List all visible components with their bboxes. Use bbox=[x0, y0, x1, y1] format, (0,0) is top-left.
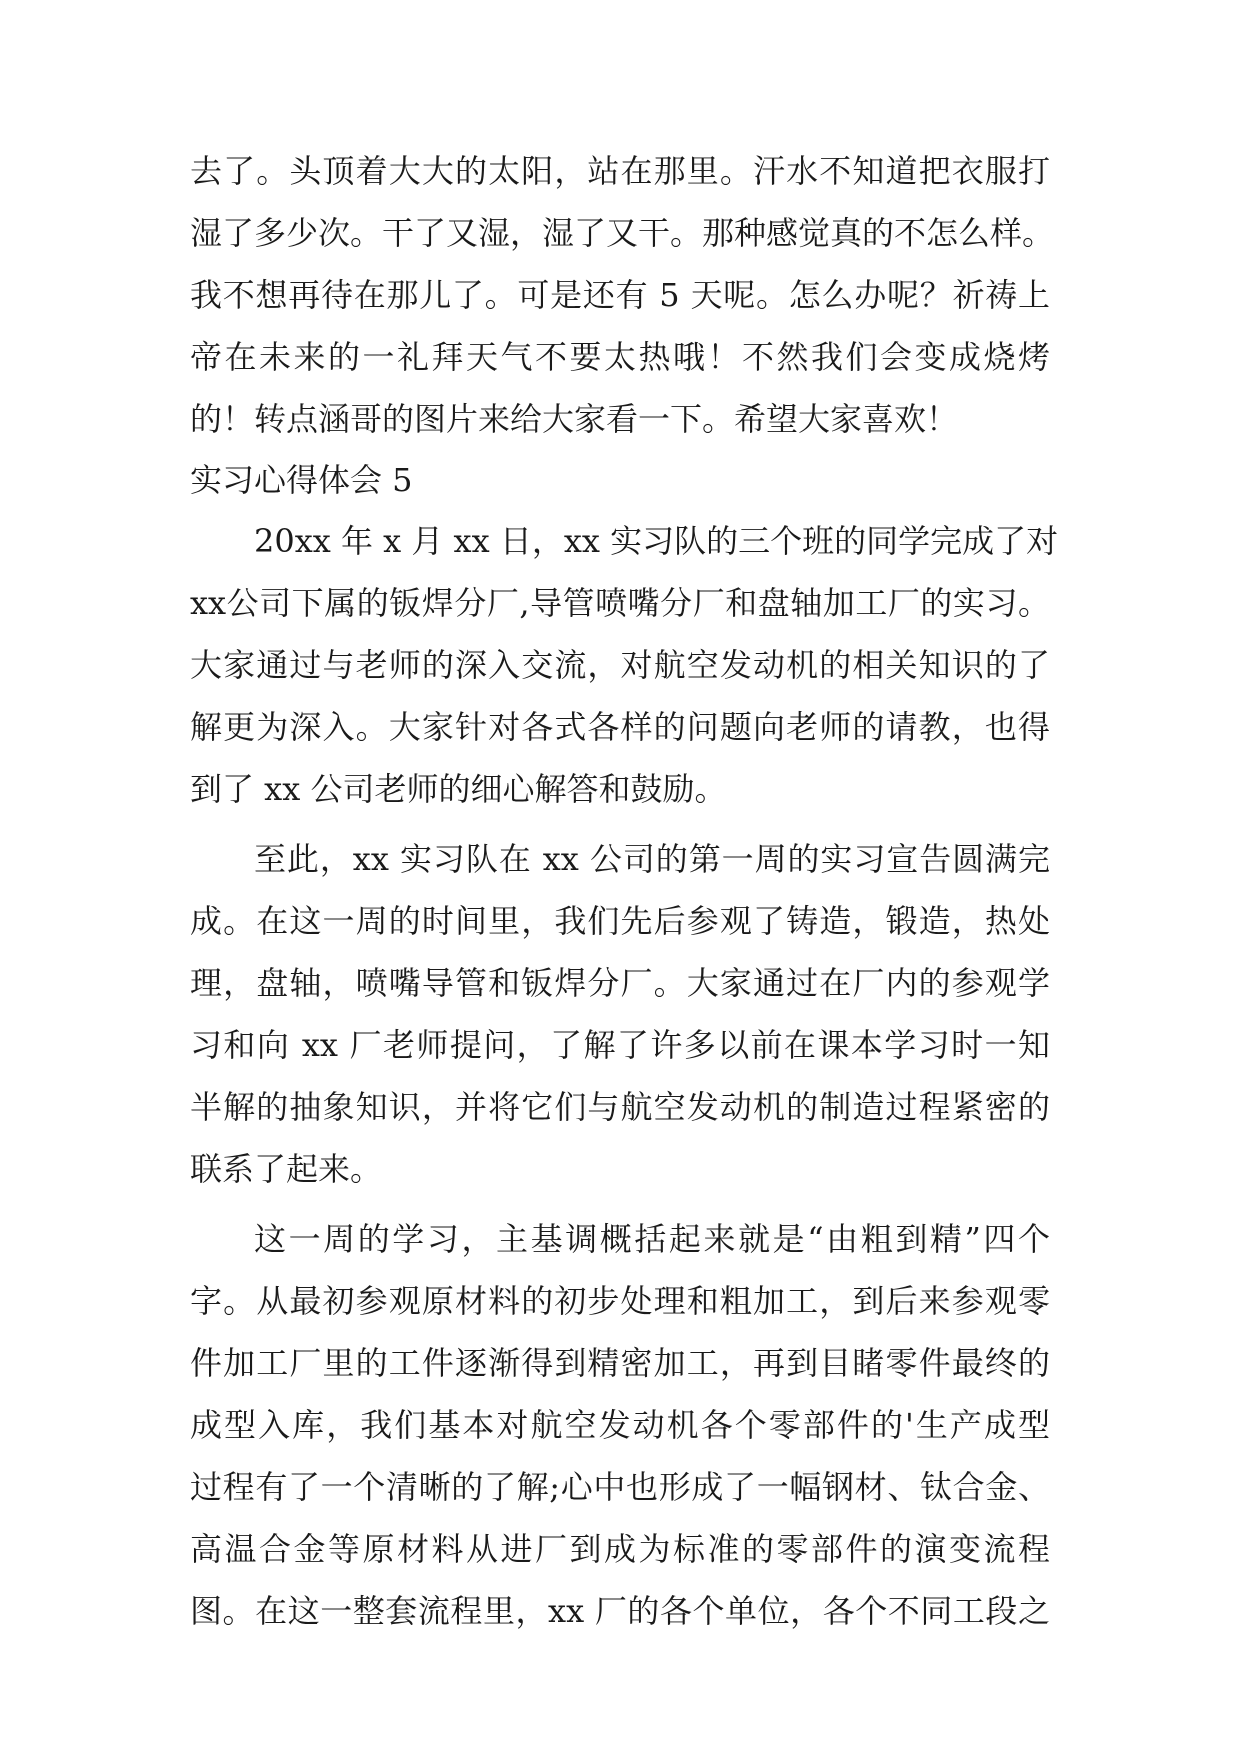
text-line: 字。从最初参观原材料的初步处理和粗加工，到后来参观零 bbox=[190, 1282, 1050, 1320]
text-line: 高温合金等原材料从进厂到成为标准的零部件的演变流程 bbox=[190, 1530, 1050, 1568]
text-line: 半解的抽象知识，并将它们与航空发动机的制造过程紧密的 bbox=[190, 1088, 1050, 1126]
text-line: 到了 xx 公司老师的细心解答和鼓励。 bbox=[190, 770, 727, 808]
document-body bbox=[190, 140, 1059, 1642]
text-line: 解更为深入。大家针对各式各样的问题向老师的请教，也得 bbox=[190, 708, 1050, 746]
section-title: 实习心得体会 5 bbox=[190, 461, 413, 499]
text-line: 件加工厂里的工件逐渐得到精密加工，再到目睹零件最终的 bbox=[190, 1344, 1050, 1382]
text-line: 的！转点涵哥的图片来给大家看一下。希望大家喜欢！ bbox=[190, 400, 959, 438]
text-line: 图。在这一整套流程里，xx 厂的各个单位，各个不同工段之 bbox=[190, 1592, 1050, 1630]
text-line: 我不想再待在那儿了。可是还有 5 天呢。怎么办呢？祈祷上 bbox=[190, 276, 1050, 314]
text-line: 20xx 年 x 月 xx 日，xx 实习队的三个班的同学完成了对 bbox=[254, 522, 1059, 560]
text-line: 去了。头顶着大大的太阳，站在那里。汗水不知道把衣服打 bbox=[190, 152, 1050, 190]
text-line: 湿了多少次。干了又湿，湿了又干。那种感觉真的不怎么样。 bbox=[190, 214, 1055, 252]
paragraph-spacer bbox=[190, 1200, 1050, 1208]
text-line: 成。在这一周的时间里，我们先后参观了铸造，锻造，热处 bbox=[190, 902, 1050, 940]
text-line: 过程有了一个清晰的了解;心中也形成了一幅钢材、钛合金、 bbox=[190, 1468, 1050, 1506]
paragraph-spacer bbox=[190, 820, 1050, 828]
paragraph-3 bbox=[190, 1208, 1050, 1642]
text-line: 至此，xx 实习队在 xx 公司的第一周的实习宣告圆满完 bbox=[254, 840, 1050, 878]
text-line: 联系了起来。 bbox=[190, 1150, 383, 1188]
text-line: 习和向 xx 厂老师提问，了解了许多以前在课本学习时一知 bbox=[190, 1026, 1050, 1064]
paragraph-1 bbox=[190, 510, 1059, 820]
paragraph-2 bbox=[190, 828, 1050, 1200]
text-line: 这一周的学习，主基调概括起来就是“由粗到精”四个 bbox=[254, 1220, 1050, 1258]
text-line: xx公司下属的钣焊分厂,导管喷嘴分厂和盘轴加工厂的实习。 bbox=[190, 584, 1050, 622]
text-line: 成型入库，我们基本对航空发动机各个零部件的'生产成型 bbox=[190, 1406, 1050, 1444]
intro-paragraph bbox=[190, 140, 1055, 450]
text-line: 帝在未来的一礼拜天气不要太热哦！不然我们会变成烧烤 bbox=[190, 338, 1050, 376]
text-line: 大家通过与老师的深入交流，对航空发动机的相关知识的了 bbox=[190, 646, 1050, 684]
text-line: 理，盘轴，喷嘴导管和钣焊分厂。大家通过在厂内的参观学 bbox=[190, 964, 1050, 1002]
